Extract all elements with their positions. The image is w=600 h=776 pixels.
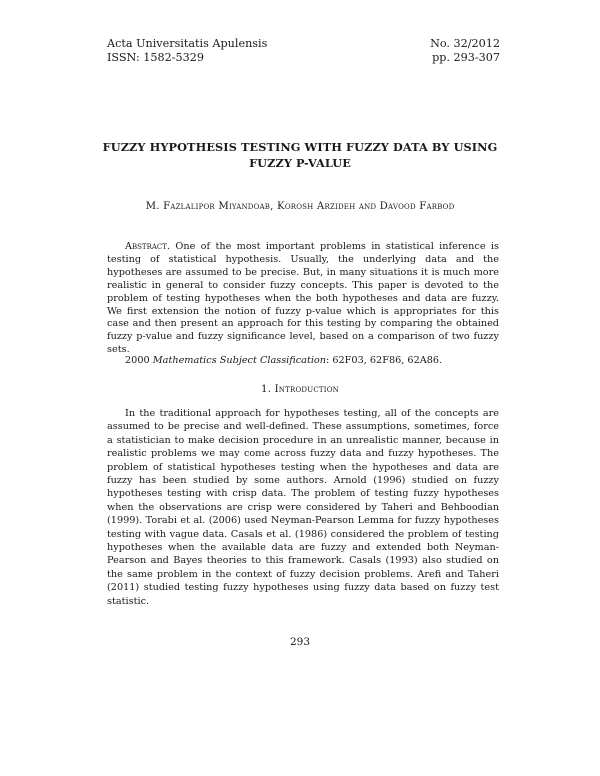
journal-header-right (430, 37, 500, 65)
abstract-text: One of the most important problems in statistical inference is testing of statistical hypothesis. Usually, the underlying data and the hypotheses are assumed to be precise. But, in many situations it is much more realistic in general to consider fuzzy concepts. This paper is devoted to the problem of testing hypotheses when the both hypotheses and data are fuzzy. We first extension the notion of fuzzy p-value which is appropriates for this case and then present an approach for this testing by comparing the obtained fuzzy p-value and fuzzy significance level, based on a comparison of two fuzzy sets. (107, 241, 499, 356)
journal-name: Acta Universitatis Apulensis (107, 37, 268, 50)
msc-codes: : 62F03, 62F86, 62A86. (326, 355, 443, 366)
abstract (107, 241, 499, 357)
abstract-label: Abstract. (125, 241, 171, 252)
page-range: pp. 293-307 (432, 51, 500, 64)
journal-issn: ISSN: 1582-5329 (107, 51, 204, 64)
section-heading: 1. Introduction (261, 384, 339, 395)
issue-number: No. 32/2012 (430, 37, 500, 50)
msc-year: 2000 (125, 355, 150, 366)
msc-classification (125, 355, 442, 368)
introduction-paragraph: In the traditional approach for hypotheses testing, all of the concepts are assumed to be precise and well-defined. These assumptions, sometimes, force a statistician to make decision procedure in an unrealistic manner, because in realistic problems we may come across fuzzy data and fuzzy hypotheses. The problem of statistical hypotheses testing when the hypotheses and data are fuzzy has been studied by some authors. Arnold (1996) studied on fuzzy hypotheses testing with crisp data. The problem of testing fuzzy hypotheses when the observations are crisp were considered by Taheri and Behboodian (1999). Torabi et al. (2006) used Neyman-Pearson Lemma for fuzzy hypotheses testing with vague data. Casals et al. (1986) considered the problem of testing hypotheses when the available data are fuzzy and extended both Neyman-Pearson and Bayes theories to this framework. Casals (1993) also studied on the same problem in the context of fuzzy decision problems. Arefi and Taheri (2011) studied testing fuzzy hypotheses using fuzzy data based on fuzzy test statistic. (107, 408, 499, 607)
msc-label: Mathematics Subject Classification (152, 355, 327, 366)
page-number: 293 (289, 636, 311, 648)
paper-authors: M. Fazlalipor Miyandoab, Korosh Arzideh and Davood Farbod (145, 201, 455, 212)
paper-title: FUZZY HYPOTHESIS TESTING WITH FUZZY DATA BY USING FUZZY P-VALUE (102, 140, 498, 170)
journal-header-left (107, 37, 267, 65)
